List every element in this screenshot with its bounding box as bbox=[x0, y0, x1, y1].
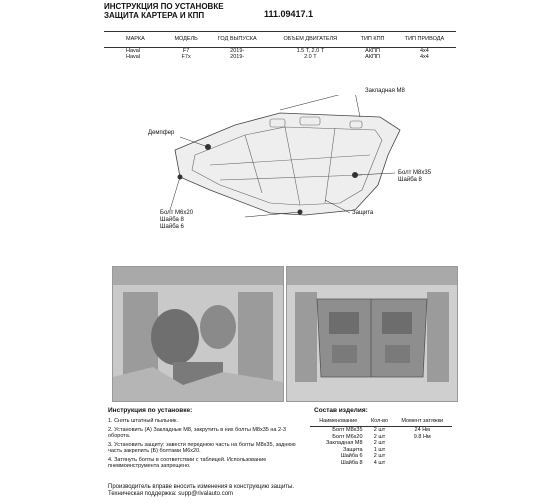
callout-dempfer: Демпфер bbox=[148, 130, 175, 136]
title-line-1: ИНСТРУКЦИЯ ПО УСТАНОВКЕ bbox=[104, 2, 224, 11]
col-header: ОБЪЕМ ДВИГАТЕЛЯ bbox=[268, 31, 352, 48]
title-line-2: ЗАЩИТА КАРТЕРА И КПП bbox=[104, 11, 205, 20]
product-code: 111.09417.1 bbox=[264, 9, 314, 19]
table-header-row bbox=[310, 416, 452, 427]
installed-plate-photo bbox=[286, 266, 458, 402]
cell: 24 Нм bbox=[414, 427, 430, 433]
cell: 2.0 Т bbox=[304, 54, 317, 60]
cell: 1 шт bbox=[373, 446, 386, 453]
cell: F7x bbox=[181, 54, 191, 60]
cell: 2 шт bbox=[373, 453, 386, 459]
cell: Шайба 6 bbox=[340, 453, 363, 459]
instruction-step: 4. Затянуть болты в соответствии с таблицей. Использование пневмоинструмента запрещено. bbox=[108, 456, 267, 469]
cell: 2019- bbox=[230, 54, 245, 60]
installed-plate-illustration bbox=[287, 267, 457, 401]
skid-plate-drawing bbox=[150, 95, 440, 230]
cell: Haval bbox=[126, 54, 141, 60]
callout-zashchita: Защита bbox=[352, 210, 374, 216]
callout-bolt-m8-label: Болт М8х35 bbox=[398, 170, 432, 176]
footer bbox=[108, 484, 294, 498]
cell: 1.5 Т, 2.0 Т bbox=[296, 48, 325, 54]
callout-bolt-m8 bbox=[398, 170, 431, 184]
col-header: МОДЕЛЬ bbox=[166, 31, 206, 48]
cell: 4x4 bbox=[419, 48, 429, 54]
table-row bbox=[104, 54, 456, 60]
cell: 2019- bbox=[230, 48, 245, 54]
footer-support: Техническая поддержка: supp@rivalauto.com bbox=[108, 491, 234, 497]
engine-bay-illustration bbox=[113, 267, 283, 401]
col-header: ТИП КПП bbox=[352, 31, 393, 48]
cell: Шайба 8 bbox=[340, 459, 363, 466]
cell: Закладная М8 bbox=[325, 440, 363, 446]
document-title bbox=[104, 2, 224, 20]
cell: 4 шт bbox=[373, 459, 386, 466]
instructions-list bbox=[108, 418, 298, 472]
cell: 2 шт bbox=[373, 433, 386, 440]
cell: 2 шт bbox=[373, 427, 386, 433]
callout-washer8-left-label: Шайба 8 bbox=[160, 217, 184, 223]
instruction-step: 2. Установить (А) Закладные М8, закрутить в них болты М8х35 на 2-3 оборота. bbox=[108, 426, 286, 439]
col-header: ТИП ПРИВОДА bbox=[393, 31, 456, 48]
cell: F7 bbox=[182, 48, 190, 54]
instruction-step: 1. Снять штатный пыльник. bbox=[108, 418, 178, 424]
cell: Болт М6х20 bbox=[332, 433, 363, 440]
cell: 9.8 Нм bbox=[413, 433, 431, 440]
cell bbox=[393, 460, 453, 467]
cell: АКПП bbox=[365, 54, 380, 60]
col-header: МАРКА bbox=[104, 31, 166, 48]
table-row bbox=[310, 460, 452, 467]
callout-bolt-m6 bbox=[160, 210, 193, 231]
col-header: ГОД ВЫПУСКА bbox=[206, 31, 268, 48]
parts-title: Состав изделия: bbox=[314, 407, 368, 414]
engine-bay-photo bbox=[112, 266, 284, 402]
cell: АКПП bbox=[365, 48, 380, 54]
cell: Болт М8х35 bbox=[332, 427, 363, 433]
cell: 2 шт bbox=[373, 440, 386, 446]
table-header-row bbox=[104, 31, 456, 48]
callout-washer8-label: Шайба 8 bbox=[398, 177, 422, 183]
table-row bbox=[310, 427, 452, 434]
vehicle-spec-table bbox=[104, 31, 456, 60]
col-header: Кол-во bbox=[367, 416, 393, 427]
footer-disclaimer: Производитель вправе вносить изменения в конструкцию защиты. bbox=[108, 484, 295, 490]
callout-washer6-label: Шайба 6 bbox=[160, 224, 184, 230]
cell: Защита bbox=[343, 446, 363, 453]
instruction-step: 3. Установить защиту: завести переднюю часть на болты М8х35, заднюю часть закрепить (Б) болтами М6х20. bbox=[108, 441, 296, 454]
col-header: Момент затяжки bbox=[393, 416, 453, 427]
parts-table bbox=[310, 416, 452, 466]
instructions-title: Инструкция по установке: bbox=[108, 407, 193, 414]
callout-bolt-m6-label: Болт М6х20 bbox=[160, 210, 194, 216]
col-header: Наименование bbox=[310, 416, 367, 427]
cell: 4x4 bbox=[419, 54, 429, 60]
cell: Haval bbox=[126, 48, 141, 54]
callout-zakladnaya: Закладная М8 bbox=[365, 88, 405, 94]
